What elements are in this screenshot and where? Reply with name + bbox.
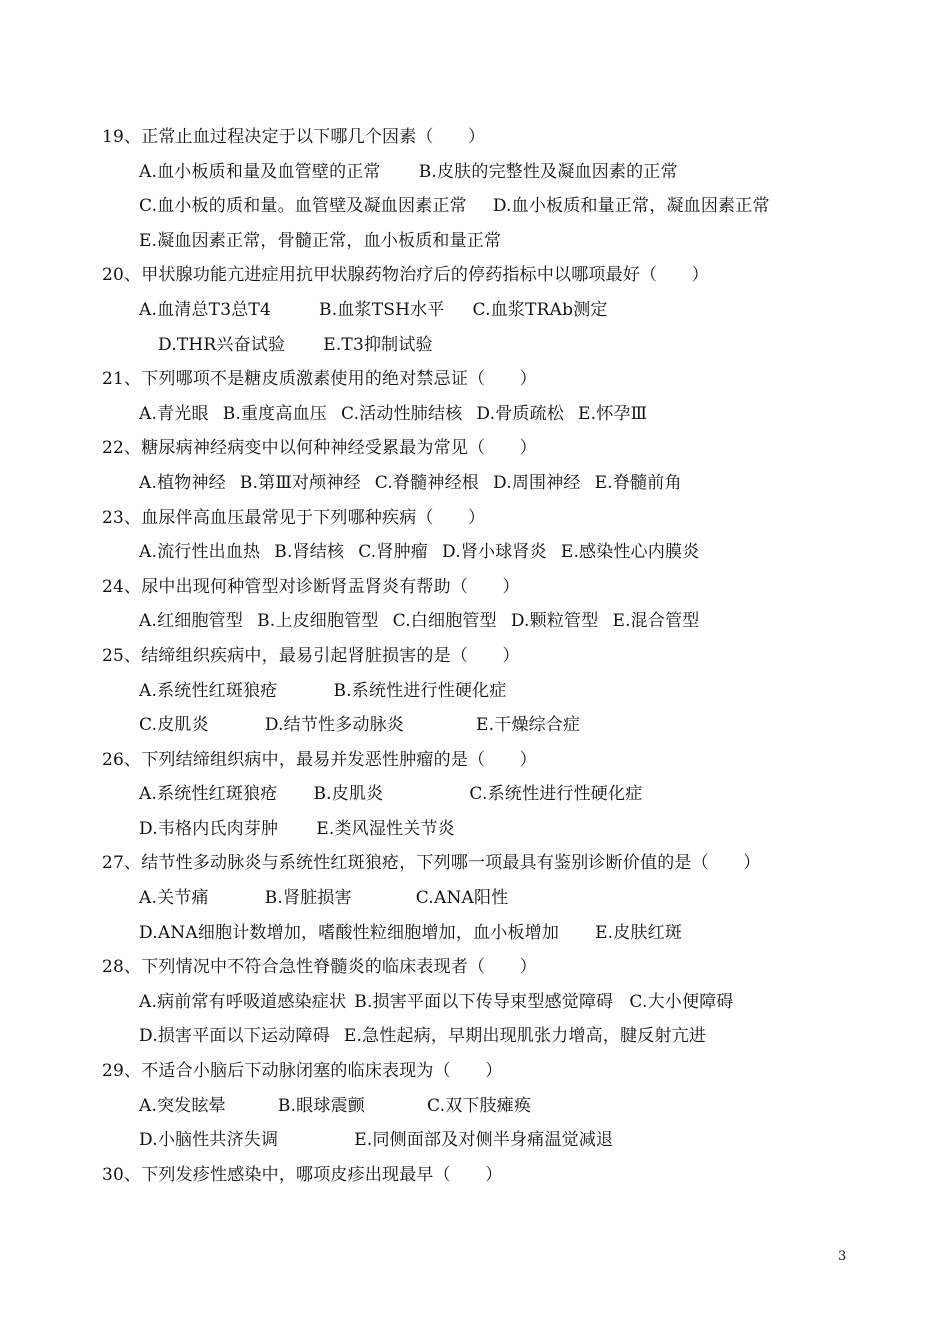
- answer-option: E.脊髓前角: [594, 472, 682, 493]
- answer-option: C.系统性进行性硬化症: [469, 784, 643, 805]
- answer-option: D.韦格内氏肉芽肿: [139, 818, 279, 839]
- answer-option: E.急性起病，早期出现肌张力增高，腱反射亢进: [343, 1026, 707, 1047]
- option-line: [102, 1123, 902, 1158]
- question-stem: 19、正常止血过程决定于以下哪几个因素（ ）: [102, 127, 486, 147]
- question-stem: 20、甲状腺功能亢进症用抗甲状腺药物治疗后的停药指标中以哪项最好（ ）: [102, 265, 709, 286]
- answer-option: C.白细胞管型: [392, 611, 497, 632]
- option-line: [102, 1089, 902, 1124]
- question-stem: 26、下列结缔组织病中，最易并发恶性肿瘤的是（ ）: [102, 749, 537, 770]
- answer-option: E.混合管型: [612, 611, 700, 632]
- answer-option: A.血小板质和量及血管壁的正常: [139, 161, 381, 182]
- answer-option: C.ANA阳性: [415, 888, 509, 909]
- answer-option: D.颗粒管型: [510, 611, 599, 632]
- question-item: [102, 846, 902, 950]
- answer-option: D.THR兴奋试验: [158, 334, 286, 355]
- question-stem: 30、下列发疹性感染中，哪项皮疹出现最早（ ）: [102, 1164, 503, 1185]
- answer-option: B.皮肤的完整性及凝血因素的正常: [418, 161, 678, 182]
- answer-option: D.损害平面以下运动障碍: [139, 1026, 330, 1047]
- page-number: 3: [838, 1249, 847, 1264]
- answer-option: C.双下肢瘫痪: [427, 1095, 532, 1116]
- answer-option: D.小脑性共济失调: [139, 1130, 279, 1151]
- answer-option: A.红细胞管型: [139, 611, 244, 632]
- answer-option: A.系统性红斑狼疮: [139, 784, 278, 805]
- answer-option: E.同侧面部及对侧半身痛温觉减退: [354, 1130, 614, 1151]
- option-line: [102, 674, 902, 709]
- option-line: [102, 535, 902, 570]
- answer-option: E.感染性心内膜炎: [560, 542, 700, 563]
- question-stem: 28、下列情况中不符合急性脊髓炎的临床表现者（ ）: [102, 957, 537, 978]
- answer-option: A.青光眼: [139, 403, 209, 424]
- answer-option: E.类风湿性关节炎: [316, 818, 455, 839]
- option-line: [102, 328, 902, 363]
- option-line: [102, 397, 902, 432]
- answer-option: D.ANA细胞计数增加，嗜酸性粒细胞增加，血小板增加: [139, 922, 560, 943]
- question-stem: 25、结缔组织疾病中，最易引起肾脏损害的是（ ）: [102, 645, 520, 666]
- answer-option: E.皮肤红斑: [595, 922, 683, 943]
- answer-option: B.系统性进行性硬化症: [333, 680, 507, 701]
- answer-option: A.病前常有呼吸道感染症状: [139, 991, 347, 1012]
- answer-option: E.怀孕Ⅲ: [578, 403, 648, 424]
- question-item: [102, 743, 902, 847]
- answer-option: B.肾脏损害: [264, 888, 352, 909]
- answer-option: E.凝血因素正常，骨髓正常，血小板质和量正常: [139, 230, 502, 251]
- question-item: [102, 639, 902, 743]
- answer-option: B.重度高血压: [222, 403, 327, 424]
- question-item: [102, 1054, 902, 1158]
- answer-option: B.第Ⅲ对颅神经: [239, 472, 361, 493]
- question-item: [102, 362, 902, 431]
- answer-option: E.干燥综合症: [476, 715, 581, 736]
- question-stem: 29、不适合小脑后下动脉闭塞的临床表现为（ ）: [102, 1061, 503, 1082]
- option-line: [102, 916, 902, 951]
- option-line: [102, 985, 902, 1020]
- answer-option: A.系统性红斑狼疮: [139, 680, 278, 701]
- option-line: [102, 777, 902, 812]
- question-stem: 21、下列哪项不是糖皮质激素使用的绝对禁忌证（ ）: [102, 369, 537, 390]
- answer-option: C.肾肿瘤: [358, 542, 428, 563]
- option-line: [102, 155, 902, 190]
- option-line: [102, 812, 902, 847]
- question-stem: 24、尿中出现何种管型对诊断肾盂肾炎有帮助（ ）: [102, 576, 520, 597]
- answer-option: A.血清总T3总T4: [139, 299, 271, 320]
- option-line: [102, 293, 902, 328]
- question-item: [102, 431, 902, 500]
- answer-option: C.大小便障碍: [629, 991, 734, 1012]
- question-item: [102, 120, 902, 258]
- question-item: [102, 258, 902, 362]
- question-stem: 23、血尿伴高血压最常见于下列哪种疾病（ ）: [102, 507, 486, 528]
- option-line: [102, 604, 902, 639]
- question-item: [102, 501, 902, 570]
- option-line: [102, 708, 902, 743]
- answer-option: D.周围神经: [493, 472, 581, 493]
- answer-option: D.血小板质和量正常，凝血因素正常: [492, 196, 770, 217]
- answer-option: C.血浆TRAb测定: [472, 299, 608, 320]
- answer-option: D.肾小球肾炎: [442, 542, 547, 563]
- question-stem: 22、糖尿病神经病变中以何种神经受累最为常见（ ）: [102, 438, 537, 459]
- option-line: [102, 189, 902, 224]
- answer-option: B.上皮细胞管型: [257, 611, 379, 632]
- answer-option: A.植物神经: [139, 472, 226, 493]
- answer-option: C.脊髓神经根: [374, 472, 479, 493]
- option-line: [102, 224, 902, 259]
- answer-option: D.结节性多动脉炎: [264, 715, 405, 736]
- answer-option: D.骨质疏松: [476, 403, 565, 424]
- answer-option: A.流行性出血热: [139, 542, 261, 563]
- question-list: [102, 120, 902, 1192]
- option-line: [102, 1019, 902, 1054]
- answer-option: B.眼球震颤: [277, 1095, 365, 1116]
- answer-option: C.血小板的质和量。血管壁及凝血因素正常: [139, 196, 467, 217]
- question-stem: 27、结节性多动脉炎与系统性红斑狼疮，下列哪一项最具有鉴别诊断价值的是（ ）: [102, 853, 761, 874]
- answer-option: A.关节痛: [139, 888, 209, 909]
- question-item: [102, 570, 902, 639]
- answer-option: A.突发眩晕: [139, 1095, 226, 1116]
- option-line: [102, 466, 902, 501]
- answer-option: B.血浆TSH水平: [319, 299, 445, 320]
- answer-option: B.肾结核: [274, 542, 345, 563]
- answer-option: B.皮肌炎: [313, 784, 384, 805]
- question-item: [102, 1158, 902, 1193]
- answer-option: E.T3抑制试验: [323, 334, 433, 355]
- answer-option: C.活动性肺结核: [340, 403, 463, 424]
- answer-option: C.皮肌炎: [139, 715, 209, 736]
- option-line: [102, 881, 902, 916]
- answer-option: B.损害平面以下传导束型感觉障碍: [354, 991, 614, 1012]
- question-item: [102, 950, 902, 1054]
